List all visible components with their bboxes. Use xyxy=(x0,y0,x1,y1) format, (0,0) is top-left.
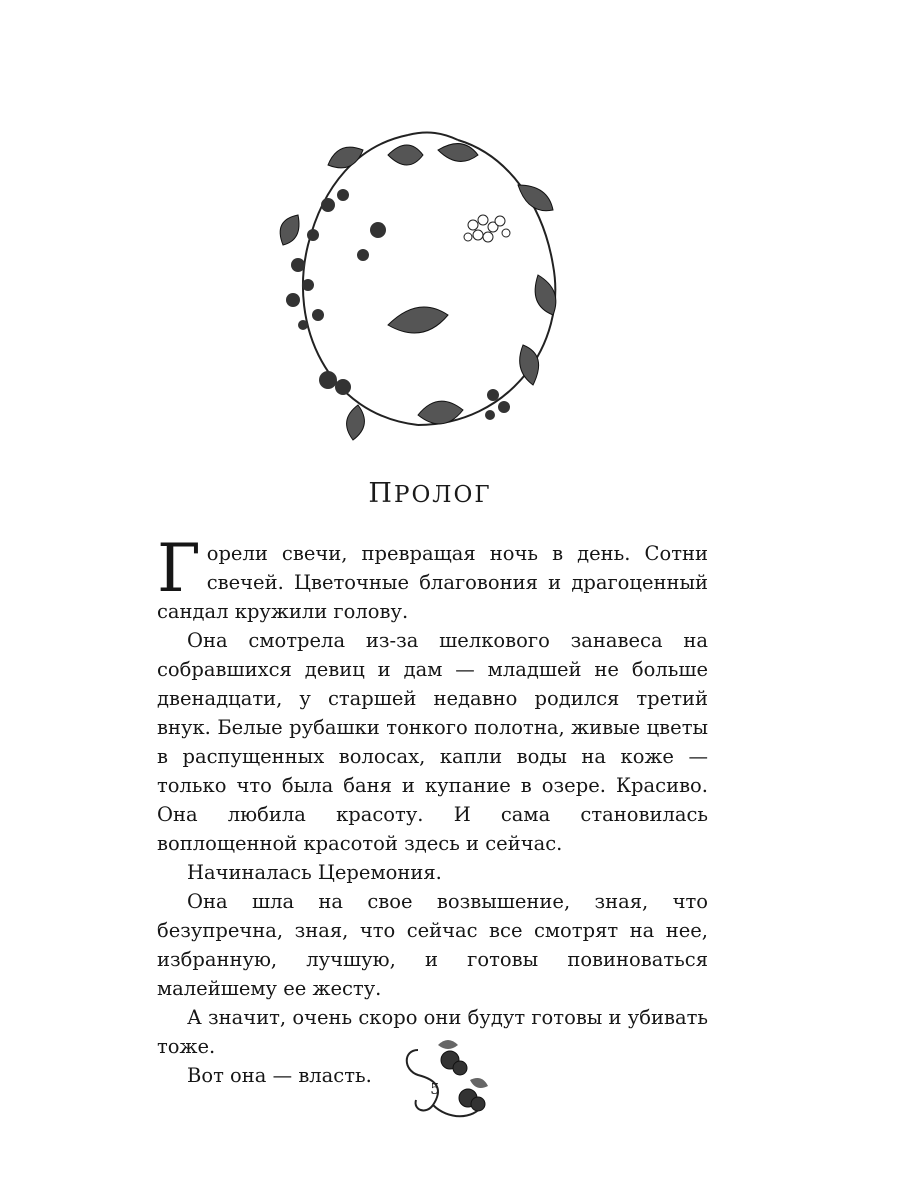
chapter-title xyxy=(0,478,860,509)
paragraph-4: Она шла на свое возвышение, зная, что безупречна, зная, что сейчас все смотрят на нее, избранную, лучшую, и готовы повиноваться малейшему ее жесту. xyxy=(157,890,708,1000)
page-number: 5 xyxy=(430,1080,440,1098)
paragraph-6: Вот она — власть. xyxy=(187,1064,372,1087)
paragraph-2: Она смотрела из-за шелкового занавеса на собравшихся девиц и дам — младшей не больше двенадцати, у старшей недавно родился третий внук. Белые рубашки тонкого полотна, живые цветы в распущенных волосах, капли воды на коже — только что была баня и купание в озере. Красиво. Она любила красоту. И сама становилась воплощенной красотой здесь и сейчас. xyxy=(157,629,708,855)
chapter-title-initial: П xyxy=(368,478,394,509)
drop-cap: Г xyxy=(157,530,201,607)
berry-vine-icon xyxy=(398,1030,498,1130)
paragraph-1 xyxy=(157,530,708,626)
floral-wreath-icon xyxy=(268,125,586,455)
chapter-title-rest: РОЛОГ xyxy=(393,482,492,508)
chapter-body xyxy=(157,530,708,1090)
paragraph-1-text: орели свечи, превращая ночь в день. Сотни свечей. Цветочные благовония и драгоценный сандал кружили голову. xyxy=(157,542,708,623)
paragraph-5: А значит, очень скоро они будут готовы и убивать тоже. xyxy=(157,1006,708,1058)
paragraph-3: Начиналась Церемония. xyxy=(187,861,442,884)
